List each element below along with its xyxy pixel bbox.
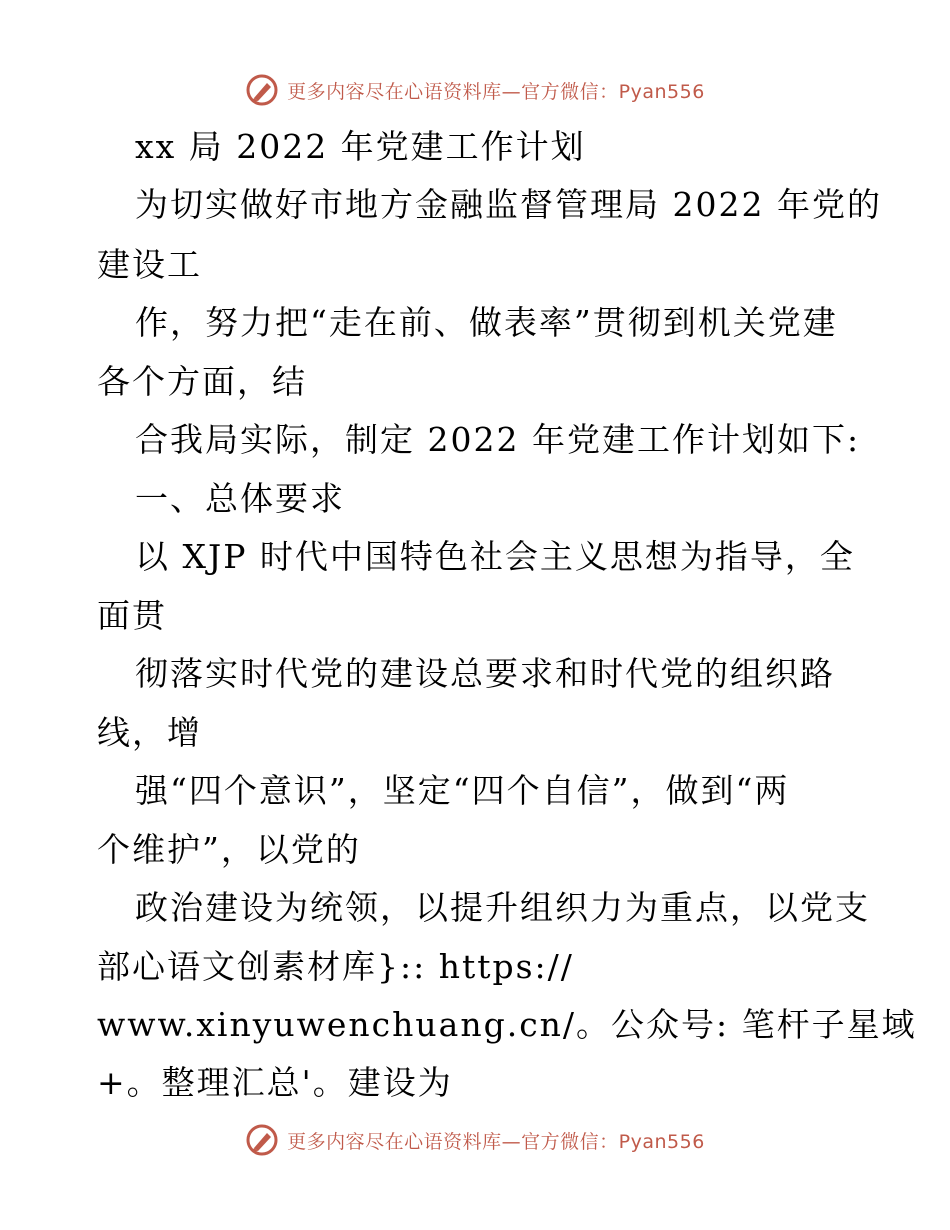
section-heading: 一、总体要求	[135, 479, 345, 518]
paragraph-line: 线，增	[97, 713, 202, 752]
pen-logo-icon	[245, 73, 279, 107]
paragraph-line: 以 XJP 时代中国特色社会主义思想为指导，全	[135, 537, 855, 576]
paragraph-line: www.xinyuwenchuang.cn/。公众号: 笔杆子星域	[97, 1005, 917, 1044]
paragraph-line: 个维护”，以党的	[97, 830, 361, 869]
paragraph-line: +。整理汇总'。建设为	[97, 1063, 453, 1102]
pen-logo-icon	[245, 1123, 279, 1157]
document-title: xx 局 2022 年党建工作计划	[135, 127, 586, 166]
paragraph-line: 建设工	[97, 245, 202, 284]
paragraph-line: 为切实做好市地方金融监督管理局 2022 年党的	[135, 185, 882, 224]
header-banner-text: 更多内容尽在心语资料库—官方微信：Pyan556	[287, 80, 705, 103]
paragraph-line: 彻落实时代党的建设总要求和时代党的组织路	[135, 654, 835, 693]
footer-banner-text: 更多内容尽在心语资料库—官方微信：Pyan556	[287, 1130, 705, 1153]
footer-banner	[0, 1120, 950, 1160]
header-banner	[0, 70, 950, 110]
paragraph-line: 政治建设为统领，以提升组织力为重点，以党支	[135, 888, 870, 927]
paragraph-line: 作，努力把“走在前、做表率”贯彻到机关党建	[135, 303, 838, 342]
paragraph-line: 强“四个意识”，坚定“四个自信”，做到“两	[135, 771, 790, 810]
paragraph-line: 部心语文创素材库}:: https://	[97, 947, 574, 986]
paragraph-line: 各个方面，结	[97, 362, 307, 401]
paragraph-line: 合我局实际，制定 2022 年党建工作计划如下:	[135, 420, 861, 459]
paragraph-line: 面贯	[97, 596, 167, 635]
